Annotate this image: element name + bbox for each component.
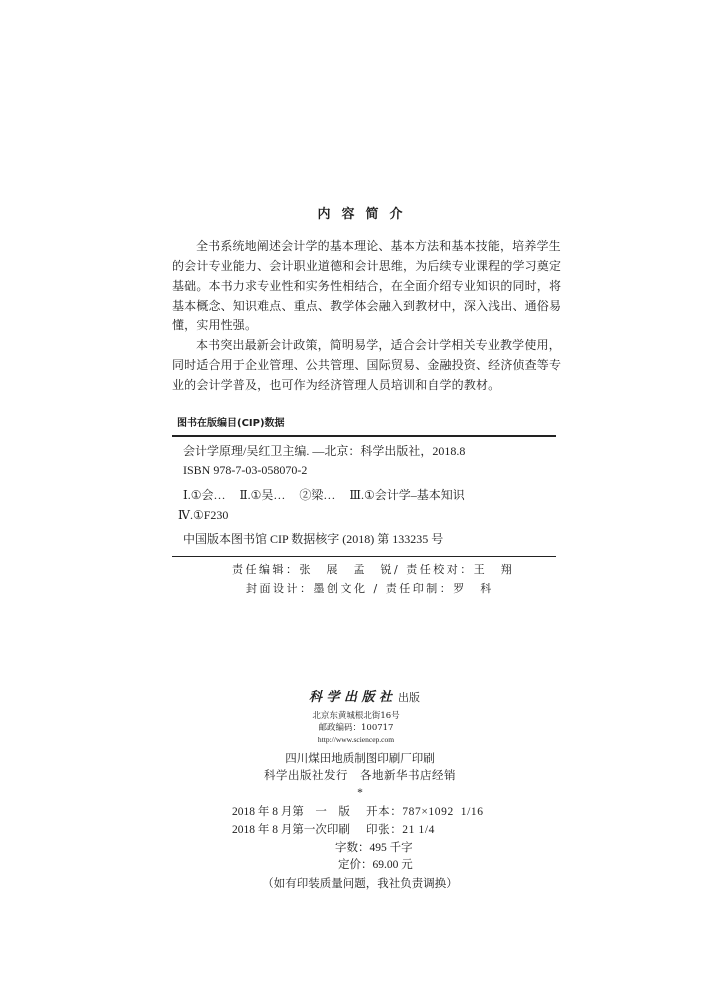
cip-bottom-rule <box>172 556 556 557</box>
intro-paragraph-2-line: 业的会计学普及，也可作为经济管理人员培训和自学的教材。 <box>172 378 501 392</box>
cip-isbn: ISBN 978-7-03-058070-2 <box>183 463 308 477</box>
divider-asterisk: * <box>357 787 363 799</box>
intro-paragraph-1-line: 基本概念、知识难点、重点、教学体会融入到教材中，深入浅出、通俗易 <box>172 299 562 313</box>
printer-line: 四川煤田地质制图印刷厂印刷 <box>285 753 435 765</box>
quality-notice: （如有印装质量问题，我社负责调换） <box>262 878 458 890</box>
cip-heading-rule <box>172 435 556 437</box>
intro-paragraph-2-line: 同时适合用于企业管理、公共管理、国际贸易、金融投资、经济侦查等专 <box>172 358 562 372</box>
price: 定价：69.00 元 <box>338 859 413 871</box>
intro-paragraph-1-line: 基础。本书力求专业性和实务性相结合，在全面介绍专业知识的同时，将 <box>172 279 562 293</box>
edition-date: 2018 年 8 月第 一 版 <box>232 806 350 818</box>
credits-editors: 责任编辑：张 展 孟 锐/ 责任校对：王 翔 <box>232 563 515 576</box>
intro-paragraph-1-line: 的会计专业能力、会计职业道德和会计思维，为后续专业课程的学习奠定 <box>172 259 562 273</box>
cip-verification-number: 中国版本图书馆 CIP 数据核字 (2018) 第 133235 号 <box>183 532 444 546</box>
intro-title: 内容简介 <box>317 207 414 222</box>
credits-cover-design: 封面设计：墨创文化 / 责任印制：罗 科 <box>246 582 494 595</box>
publisher-action: 出版 <box>398 691 420 704</box>
publisher-postcode: 邮政编码：100717 <box>318 723 394 733</box>
intro-paragraph-1-line: 懂，实用性强。 <box>172 318 258 332</box>
cip-classification: Ⅳ.①F230 <box>178 508 229 522</box>
cip-subject-terms: Ⅰ.①会… Ⅱ.①吴… ②梁… Ⅲ.①会计学–基本知识 <box>183 488 465 502</box>
impression-date: 2018 年 8 月第一次印刷 <box>232 824 350 836</box>
word-count: 字数：495 千字 <box>335 842 413 854</box>
publisher-name: 科学出版社 <box>309 690 397 705</box>
publisher-address: 北京东黄城根北街16号 <box>312 711 400 721</box>
intro-paragraph-2-line: 本书突出最新会计政策，简明易学，适合会计学相关专业教学使用， <box>196 338 561 352</box>
cip-heading: 图书在版编目(CIP)数据 <box>177 418 285 429</box>
intro-paragraph-1-line: 全书系统地阐述会计学的基本理论、基本方法和基本技能，培养学生 <box>196 239 561 253</box>
publisher-website: http://www.sciencep.com <box>317 735 395 744</box>
cip-citation: 会计学原理/吴红卫主编. —北京：科学出版社，2018.8 <box>183 444 466 458</box>
printed-sheets: 印张：21 1/4 <box>366 824 435 836</box>
distribution-line: 科学出版社发行 各地新华书店经销 <box>264 770 456 782</box>
book-format: 开本：787×1092 1/16 <box>366 806 484 818</box>
